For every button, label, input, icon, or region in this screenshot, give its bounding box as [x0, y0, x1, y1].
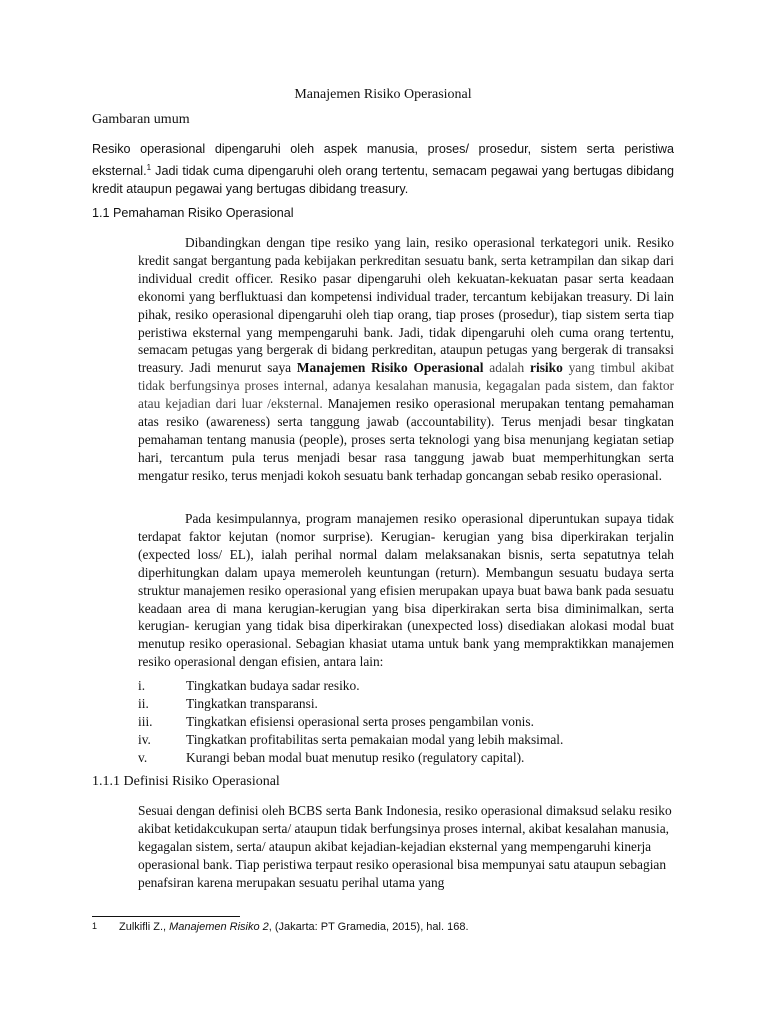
list-item-number: i. [138, 678, 146, 693]
footnote-separator [92, 916, 240, 917]
p1-bold-risiko: risiko [530, 360, 563, 376]
p1-text-d: Manajemen resiko operasional merupakan tentang pemahaman atas resiko (awareness) serta tanggung jawab (accountability). Terus menjadi besar tingkatan pemahaman tentang manusia (people), proses serta teknologi yang bisa menunjang kegiatan setiap hari, tercantum pula terus menjadi besar rasa tanggung jawab buat memperhitungkan serta mengatur resiko, terus menjadi kokoh sesuatu bank terhadap goncangan sebab resiko operasional. [138, 396, 674, 483]
section-heading-1-1-1: 1.1.1 Definisi Risiko Operasional [92, 774, 280, 789]
list-item-text: Tingkatkan efisiensi operasional serta proses pengambilan vonis. [186, 713, 534, 729]
p1-text-b: adalah [483, 360, 531, 376]
footnote-author: Zulkifli Z., [119, 921, 170, 933]
footnote-rest: , (Jakarta: PT Gramedia, 2015), hal. 168. [268, 921, 469, 933]
list-item [138, 677, 674, 695]
list-item [138, 695, 674, 713]
benefits-list [138, 677, 674, 767]
intro-paragraph [92, 140, 674, 199]
section-1-1-paragraph-1 [138, 234, 674, 485]
list-item-text: Tingkatkan profitabilitas serta pemakaian modal yang lebih maksimal. [186, 731, 564, 747]
p1-bold-term: Manajemen Risiko Operasional [296, 360, 484, 376]
list-item-text: Kurangi beban modal buat menutup resiko (regulatory capital). [186, 749, 525, 765]
list-item-number: v. [138, 749, 148, 765]
page-title: Manajemen Risiko Operasional [294, 87, 472, 102]
list-item [138, 713, 674, 731]
list-item-text: Tingkatkan budaya sadar resiko. [186, 678, 360, 693]
footnote-number: 1 [92, 921, 98, 931]
p3-text: Sesuai dengan definisi oleh BCBS serta Bank Indonesia, resiko operasional dimaksud selaku resiko akibat ketidakcukupan serta/ ataupun tidak berfungsinya proses internal, akibat kesalahan manusia, kegagalan sistem, serta/ ataupun akibat kejadian-kejadian eksternal yang mempengaruhi kinerja operasional bank. Tiap peristiwa terpaut resiko operasional bisa mempunyai satu ataupun sebagian penafsiran karena merupakan sesuatu perihal utama yang [138, 803, 672, 890]
intro-text-continued: Jadi tidak cuma dipengaruhi oleh orang tertentu, semacam pegawai yang bertugas dibidang kredit ataupun pegawai yang bertugas dibidang treasury. [92, 163, 674, 197]
list-item-number: ii. [138, 695, 149, 711]
section-1-1-paragraph-2 [138, 510, 674, 671]
intro-text: Resiko operasional dipengaruhi oleh aspek manusia, proses/ prosedur, sistem serta peristiwa eksternal. [92, 142, 674, 178]
footnote-book-title: Manajemen Risiko 2 [169, 921, 269, 933]
p2-text: Pada kesimpulannya, program manajemen resiko operasional diperuntukan supaya tidak terdapat faktor kejutan (nomor surprise). Kerugian- kerugian yang bisa diperkirakan terjalin (expected loss/ EL), ialah perihal normal dalam melaksanakan bisnis, serta sepatutnya telah diperhitungkan dalam upaya memeroleh keuntungan (return). Membangun sesuatu budaya serta struktur manajemen resiko operasional yang efisien merupakan upaya buat bawa bank pada sesuatu keadaan area di mana kerugian-kerugian yang bisa diperkirakan serta bisa diminimalkan, serta kerugian- kerugian yang tidak bisa diperkirakan (unexpected loss) disediakan alokasi modal buat menutup resiko operasional. Sebagian khasiat utama untuk bank yang mempraktikkan manajemen resiko operasional dengan efisien, antara lain: [138, 511, 674, 670]
section-heading-1-1: 1.1 Pemahaman Risiko Operasional [92, 206, 294, 220]
footnote-reference[interactable]: 1 [146, 162, 152, 172]
list-item-number: iii. [138, 713, 153, 729]
list-item-number: iv. [138, 731, 151, 747]
list-item [138, 749, 674, 767]
intro-heading: Gambaran umum [92, 112, 190, 127]
footnote-text [119, 921, 469, 933]
p1-text-c: yang timbul akibat tidak berfungsinya proses internal, adanya kesalahan manusia, kegagalan pada sistem, dan faktor atau kejadian dari luar /eksternal. [138, 360, 674, 412]
list-item [138, 731, 674, 749]
p1-text-a: Dibandingkan dengan tipe resiko yang lain, resiko operasional terkategori unik. Resiko kredit sangat bergantung pada kebijakan perkreditan sesuatu bank, serta ketrampilan dan sikap dari individual credit officer. Resiko pasar dipengaruhi oleh kekuatan-kekuatan pasar serta keadaan ekonomi yang berfluktuasi dan kompetensi individual trader, tercantum kebijakan treasury. Di lain pihak, resiko operasional dipengaruhi oleh tiap orang, tiap proses (prosedur), tiap sistem serta tiap peristiwa eksternal yang mempengaruhi bank. Jadi, tidak dipengaruhi oleh cuma orang tertentu, semacam petugas yang bergerak di bidang perkreditan, ataupun petugas yang bergerak di transaksi treasury. Jadi menurut saya [138, 235, 674, 376]
list-item-text: Tingkatkan transparansi. [186, 695, 318, 711]
footnote [92, 921, 469, 933]
section-1-1-1-paragraph [138, 802, 674, 892]
